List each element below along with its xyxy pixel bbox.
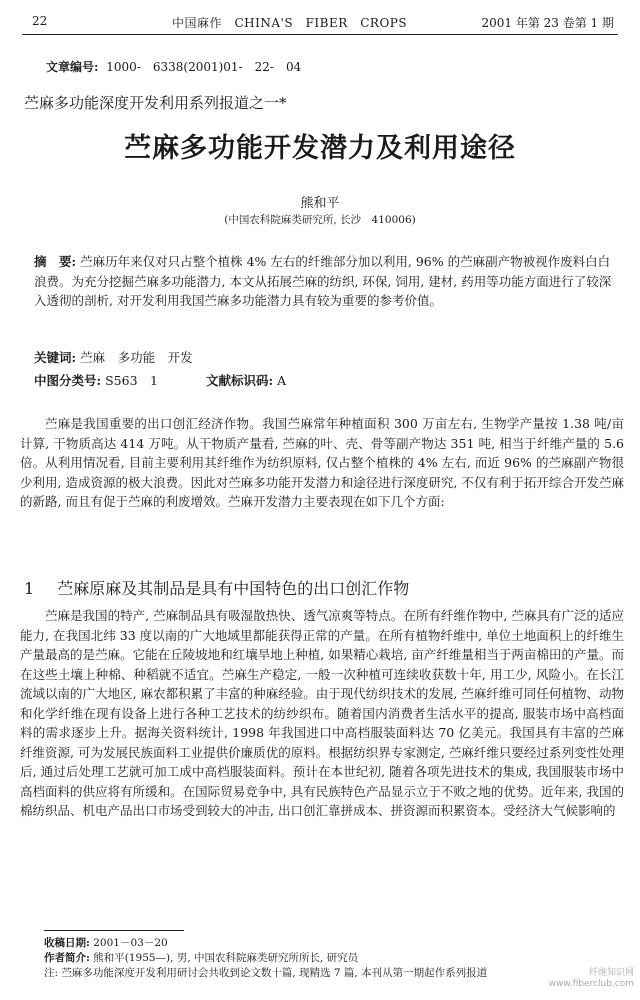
- abstract-label: 摘 要:: [34, 254, 77, 269]
- author-affiliation: (中国农科院麻类研究所, 长沙 410006): [224, 214, 416, 226]
- running-header: [22, 10, 618, 34]
- intro-section: [20, 414, 624, 512]
- author-bio: [44, 951, 624, 966]
- abstract: [34, 252, 614, 311]
- watermark-line-1: 纤维知识网: [588, 968, 634, 978]
- clc-label: 中图分类号:: [34, 373, 102, 388]
- keywords: [34, 348, 614, 368]
- doc-code-value: A: [277, 373, 287, 388]
- watermark-line-2: www.fiberclub.com: [548, 979, 634, 989]
- section-1-paragraph: 苎麻是我国的特产, 苎麻制品具有吸湿散热快、透气凉爽等特点。在所有纤维作物中, 苎麻具有广泛的适应能力, 在我国北纬 33 度以南的广大地域里都能获得正常的产量。在所有植物纤维中, 单位土地面积上的纤维生产量最高的是苎麻。它能在丘陵坡地和红壤旱地上种植, 如果精心栽培, 亩产纤维量相当于两亩棉田的产量。而在这些土壤上种棉、种稻就不适宜。苎麻生产稳定, 一般一次种植可连续收获数十年, 用工少, 风险小。在长江流域以南的广大地区, 麻农都积累了丰富的种麻经验。由于现代纺织技术的发展, 苎麻纤维可同任何植物、动物和化学纤维在现有设备上进行各种工艺技术的纺纱织布。随着国内消费者生活水平的提高, 服装市场中高档面料的需求逐步上升。据海关资料统计, 1998 年我国进口中高档服装面料达 70 亿美元。我国具有丰富的苎麻纤维资源, 可为发展民族面料工业提供价廉质优的原料。根据纺织界专家测定, 苎麻纤维只要经过系列变性处理后, 通过后处理工艺就可加工成中高档服装面料。预计在本世纪初, 随着各项先进技术的集成, 我国服装市场中高档面料的供应将有所缓和。在国际贸易竞争中, 具有民族特色产品显示立于不败之地的优势。近年来, 我国的棉纺织品、机电产品出口市场受到较大的冲击, 出口创汇靠拼成本、拼资源而积累资本。受经济大气候影响的: [20, 608, 624, 818]
- article-title: 苎麻多功能开发潜力及利用途径: [124, 133, 516, 164]
- author-bio-label: 作者简介:: [44, 952, 90, 964]
- intro-paragraph: 苎麻是我国重要的出口创汇经济作物。我国苎麻常年种植面积 300 万亩左右, 生物学产量按 1.38 吨/亩计算, 干物质高达 414 万吨。从干物质产量看, 苎麻的叶、壳、骨等副产物达 351 吨, 相当于纤维产量的 5.6 倍。从利用情况看, 目前主要利用其纤维作为纺织原料, 仅占整个植株的 4% 左右, 而近 96% 的苎麻副产物很少利用, 造成资源的极大浪费。因此对苎麻多功能开发潜力和途径进行深度研究, 不仅有利于拓开综合开发苎麻的新路, 而且有促于苎麻的利废增效。苎麻开发潜力主要表现在如下几个方面:: [20, 416, 624, 509]
- page-number: 22: [32, 14, 48, 28]
- keywords-text: 苎麻 多功能 开发: [80, 350, 193, 365]
- section-title: 苎麻原麻及其制品是具有中国特色的出口创汇作物: [57, 579, 410, 598]
- section-1-heading: [24, 576, 409, 599]
- journal-name: 中国麻作 CHINA'S FIBER CROPS: [172, 16, 408, 30]
- section-number: 1: [24, 579, 35, 598]
- issue-info: 2001 年第 23 卷第 1 期: [481, 16, 614, 30]
- keywords-label: 关键词:: [34, 350, 77, 365]
- doc-code-label: 文献标识码:: [205, 373, 274, 388]
- watermark: [549, 968, 635, 990]
- series-note: 苎麻多功能深度开发利用系列报道之一*: [24, 94, 287, 112]
- received-label: 收稿日期:: [44, 937, 90, 949]
- section-1-body: [20, 606, 624, 821]
- footnote-rule: [44, 930, 184, 931]
- abstract-text: 苎麻历年来仅对只占整个植株 4% 左右的纤维部分加以利用, 96% 的苎麻副产物被视作废料白白浪费。为充分挖掘苎麻多功能潜力, 本文从拓展苎麻的纺织, 环保, 饲用, 建材, 药用等功能方面进行了较深入透彻的剖析, 对开发利用我国苎麻多功能潜力具有较为重要的参考价值。: [34, 254, 612, 308]
- series-footnote: 注: 苎麻多功能深度开发利用研讨会共收到论文数十篇, 现精选 7 篇, 本刊从第一期起作系列报道: [44, 967, 488, 979]
- classification: [34, 371, 614, 391]
- author-bio-text: 熊和平(1955—), 男, 中国农科院麻类研究所所长, 研究员: [93, 952, 359, 964]
- article-number-value: 1000- 6338(2001)01- 22- 04: [106, 60, 302, 74]
- received-date: [44, 936, 624, 951]
- clc-value: S563 1: [105, 373, 158, 388]
- footnotes: [44, 936, 624, 981]
- received-value: 2001－03－20: [93, 937, 168, 949]
- article-number-label: 文章编号:: [46, 60, 99, 74]
- article-number: [46, 58, 301, 75]
- author-name: 熊和平: [300, 196, 340, 211]
- header-rule: [22, 34, 618, 35]
